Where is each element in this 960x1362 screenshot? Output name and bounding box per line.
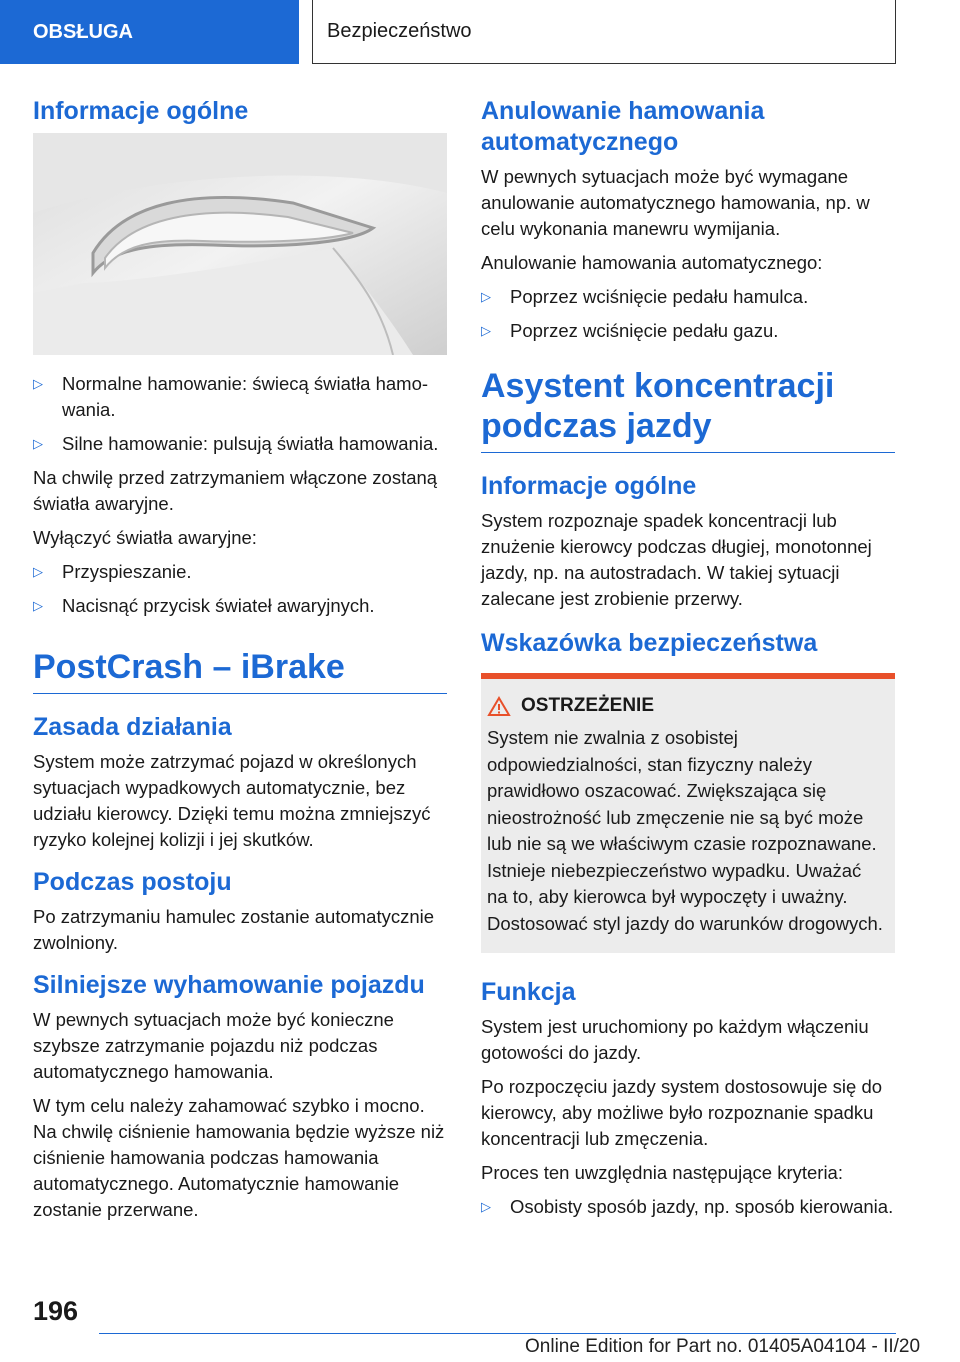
heading-cancel-braking: Anulowanie hamowania automatycznego [481, 97, 765, 156]
warning-header [487, 695, 883, 717]
warning-title: OSTRZEŻENIE [521, 695, 655, 716]
bullet-triangle-icon: ▷ [33, 436, 43, 451]
paragraph: W tym celu należy zahamować szybko i mocno. Na chwilę ciśnienie hamowania będzie wyższe niż ciśnienie hamowania podczas hamowania automatycznego. Automatycznie hamowanie zostanie przerwane. [33, 1095, 445, 1220]
bullet-triangle-icon: ▷ [33, 564, 43, 579]
section-label: OBSŁUGA [33, 20, 133, 43]
paragraph: W pewnych sytuacjach może być konieczne szybsze zatrzymanie pojazdu niż podczas automatycznego hamowania. [33, 1009, 394, 1082]
page-header [312, 0, 896, 64]
heading-general-info: Informacje ogólne [481, 472, 697, 500]
list-item: ▷ Poprzez wciśnięcie pedału hamulca. [481, 284, 895, 310]
bullet-triangle-icon: ▷ [481, 289, 491, 304]
chapter-title: Bezpieczeństwo [327, 20, 472, 42]
list-item: ▷ Osobisty sposób jazdy, np. sposób kierowania. [481, 1194, 895, 1220]
bullet-triangle-icon: ▷ [33, 376, 43, 391]
section-tab [0, 0, 299, 64]
left-column [33, 96, 447, 1231]
paragraph: Anulowanie hamowania automatycznego: [481, 252, 823, 273]
edition-note: Online Edition for Part no. 01405A04104 - II/20 [525, 1336, 921, 1357]
footer-divider [99, 1333, 896, 1334]
warning-text: System nie zwalnia z osobistej odpowiedzialności, stan fizyczny należy prawidłowo oszacować. Zwiększająca się nieostrożność lub zmęczenie nie są być może lub nie są we właściwym czasie rozpoznawane. Istnieje niebezpieczeństwo wypadku. Uważać na to, aby kierowca był wypoczęty i uważny. Dostosować styl jazdy do warunków drogowych. [487, 727, 883, 934]
paragraph: System jest uruchomiony po każdym włączeniu gotowości do jazdy. [481, 1016, 869, 1063]
paragraph: Po rozpoczęciu jazdy system dostosowuje się do kierowcy, aby możliwe było rozpoznanie spadku koncentracji lub zmęczenia. [481, 1076, 883, 1149]
page-number: 196 [33, 1296, 79, 1326]
heading-attention-assistant: Asystent koncentracji podczas jazdy [481, 367, 835, 445]
bullet-triangle-icon: ▷ [33, 598, 43, 613]
paragraph: Po zatrzymaniu hamulec zostanie automatycznie zwolniony. [33, 906, 435, 953]
heading-postcrash: PostCrash – iBrake [33, 648, 345, 686]
heading-general-info: Informacje ogólne [33, 97, 249, 125]
list-item: ▷ Normalne hamowanie: świecą światła hamo-wania. [33, 371, 447, 423]
paragraph: Wyłączyć światła awaryjne: [33, 527, 257, 548]
list-item: ▷ Silne hamowanie: pulsują światła hamowania. [33, 431, 447, 457]
paragraph: Proces ten uwzględnia następujące kryteria: [481, 1162, 843, 1183]
brake-light-photo [33, 133, 447, 355]
list-item: ▷ Nacisnąć przycisk świateł awaryjnych. [33, 593, 447, 619]
warning-triangle-icon [487, 696, 511, 717]
warning-box [481, 673, 895, 953]
heading-standstill: Podczas postoju [33, 868, 232, 896]
heading-stronger-braking: Silniejsze wyhamowanie pojazdu [33, 971, 425, 999]
bullet-triangle-icon: ▷ [481, 1199, 491, 1214]
paragraph: System rozpoznaje spadek koncentracji lub znużenie kierowcy podczas długiej, monotonnej jazdy, np. na autostradach. W takiej sytuacji zalecane jest zrobienie przerwy. [481, 510, 872, 609]
section-heading-wrap [481, 366, 895, 453]
paragraph: W pewnych sytuacjach może być wymagane anulowanie automatycznego hamowania, np. w celu wykonania manewru wymijania. [481, 166, 870, 239]
heading-safety-note: Wskazówka bezpieczeństwa [481, 629, 818, 657]
list-item: ▷ Poprzez wciśnięcie pedału gazu. [481, 318, 895, 344]
heading-principle: Zasada działania [33, 713, 232, 741]
paragraph: System może zatrzymać pojazd w określonych sytuacjach wypadkowych automatycznie, bez udziału kierowcy. Dzięki temu można zmniejszyć ryzyko kolejnej kolizji i jej skutków. [33, 751, 431, 850]
heading-function: Funkcja [481, 978, 576, 1006]
bullet-triangle-icon: ▷ [481, 323, 491, 338]
paragraph: Na chwilę przed zatrzymaniem włączone zostaną światła awaryjne. [33, 467, 438, 514]
right-column [481, 96, 895, 1228]
list-item: ▷ Przyspieszanie. [33, 559, 447, 585]
section-heading-wrap [33, 647, 447, 694]
